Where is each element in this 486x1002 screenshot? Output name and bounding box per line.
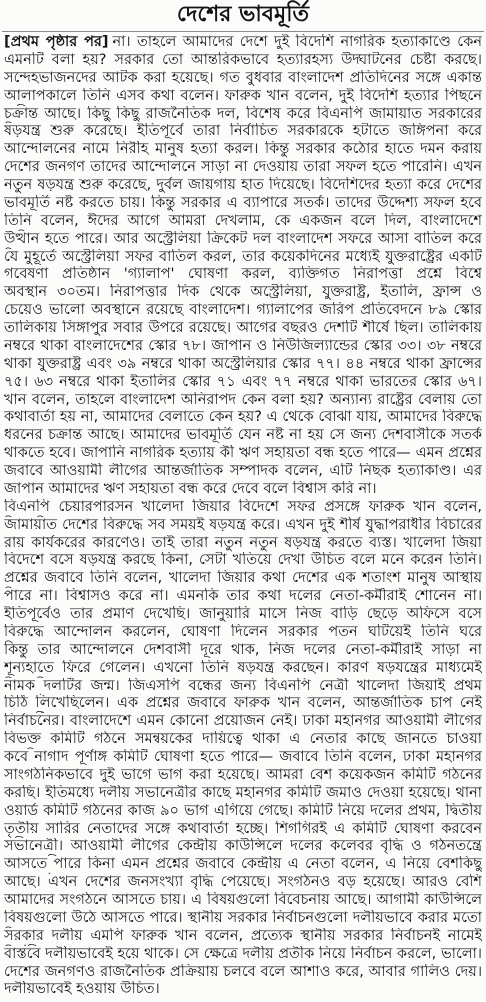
article-line: বিষয়গুলো উঠে আসতে পারে। স্থানীয় সরকার নির্বাচনগুলো দলীয়ভাবে করার মতো bbox=[4, 909, 482, 926]
article-line: নম্বরে থাকা বাংলাদেশের স্কোর ৭৮। জাপান ও নিউজিল্যান্ডের স্কোর ৩৩। ৩৮ নম্বরে bbox=[4, 337, 482, 354]
article-line: তৃতীয় সারির নেতাদের সঙ্গে কথাবার্তা হচ্ছে। শিগগিরই এ কমিটি ঘোষণা করবেন bbox=[4, 820, 482, 837]
article-line: সভানেত্রী। আওয়ামী লীগের কেন্দ্রীয় কাউন্সিলে দলের কলেবর বৃদ্ধি ও গঠনতন্ত্রে bbox=[4, 838, 482, 855]
article-line: আন্দোলনের নামে নিরীহ মানুষ হত্যা করল। কিন্তু সরকার কঠোর হাতে দমন করায় bbox=[4, 141, 482, 158]
article-line: সরকার দলীয় এমপি ফারুক খান বলেন, প্রত্যেক স্থানীয় সরকার নির্বাচনই নামেই bbox=[4, 927, 482, 944]
article-line: জবাবে আওয়ামী লীগের আন্তর্জাতিক সম্পাদক বলেন, এটি নিছক হত্যাকাণ্ড। এর bbox=[4, 463, 482, 479]
continuation-label: [প্রথম পৃষ্ঠার পর] bbox=[4, 34, 109, 50]
article-line: কিন্তু তার আন্দোলনে দেশবাসী দূরে থাক, নিজ দলের নেতা-কর্মীরাই সাড়া না bbox=[4, 641, 482, 658]
article-line: চেয়েও ভালো অবস্থানে রয়েছে বাংলাদেশ। গ্যালাপের জরিপ প্রতিবেদনে ৮৯ স্কোর bbox=[4, 302, 482, 319]
article-line: তিনি বলেন, ঈদের আগে আমরা দেখলাম, কে একজন বলে দিল, বাংলাদেশে bbox=[4, 212, 482, 229]
article-line: ধরনের চক্রান্ত আছে। আমাদের ভাবমূর্তি যেন নষ্ট না হয় সে জন্য দেশবাসীকে সতর্ক bbox=[4, 427, 482, 444]
article-line: শূন্যহাতে ফিরে গেলেন। এখনো তিনি ষড়যন্ত্র করছেন। কারণ ষড়যন্ত্রের মাধ্যমেই bbox=[4, 659, 482, 676]
article-line: চক্রান্ত আছে। কিছু কিছু রাজনৈতিক দল, বিশেষ করে বিএনপি জামায়াত সরকারের bbox=[4, 105, 482, 122]
article-line: উত্থান হতে পারে। আর অস্ট্রেলিয়া ক্রিকেট দল বাংলাদেশ সফরে আসা বাতিল করে bbox=[4, 230, 482, 247]
article-line: ভাবমূর্তি নষ্ট করতে চায়। কিন্তু সরকার এ ব্যাপারে সতর্ক। তাদের উদ্দেশ্য সফল হবে bbox=[4, 194, 482, 211]
article-line: যে মুহূর্তে অস্ট্রেলিয়া সফর বাতিল করল, তার কয়েকদিনের মধ্যেই যুক্তরাষ্ট্রের একটি bbox=[4, 248, 482, 265]
article-line: থাকা যুক্তরাষ্ট্র এবং ৩৯ নম্বরে থাকা অস্ট্রেলিয়ার স্কোর ৭৭। ৪৪ নম্বরে থাকা ফ্রান্সের bbox=[4, 355, 482, 372]
article-line: দেশের জনগণ তাদের আন্দোলনে সাড়া না দেওয়ায় তারা সফল হতে পারেনি। এখন bbox=[4, 159, 482, 176]
article-line: রায় কার্যকরের কারণেও। তাই তারা নতুন নতুন ষড়যন্ত্র করতে ব্যস্ত। খালেদা জিয়া bbox=[4, 534, 482, 551]
article-line: নির্বাচনের। বাংলাদেশে এমন কোনো প্রয়োজন নেই। ঢাকা মহানগর আওয়ামী লীগের bbox=[4, 713, 482, 730]
article-line: পারে না। বিশ্বাসও করে না। এমনকি তার কথা দলের নেতা-কর্মীরাই শোনেন না। bbox=[4, 588, 482, 605]
article-line: করছি। ইতিমধ্যে দলীয় সভানেত্রীর কাছে মহানগর কমিটি জমাও দেওয়া হয়েছে। থানা bbox=[4, 784, 482, 801]
article-line bbox=[4, 34, 482, 52]
article-title: দেশের ভাবমূর্তি bbox=[176, 2, 310, 27]
article-line: আমাদের সংগঠনে আসতে চায়। এ বিষয়গুলো বিবেচনায় আছে। আগামী কাউন্সিলে bbox=[4, 892, 482, 908]
article-line: খান বলেন, তাহলে বাংলাদেশ অনিরাপদ কেন বলা হয়? অন্যান্য রাষ্ট্রের বেলায় তো bbox=[4, 391, 482, 408]
article-line: বিভক্ত কমিটি গঠনে সমন্বয়কের দায়িত্বে থাকা এ নেতার কাছে জানতে চাওয়া bbox=[4, 731, 482, 748]
article-line: আলাপকালে তিনি এসব কথা বলেন। ফারুক খান বলেন, দুই বিদেশি হত্যার পিছনে bbox=[4, 87, 482, 104]
article-line: ওয়ার্ড কমিটি গঠনের কাজ ৯০ ভাগ এগিয়ে গেছে। কমিটি নিয়ে দলের প্রথম, দ্বিতীয় bbox=[4, 802, 482, 819]
article-line: ইতিপূর্বেও তার প্রমাণ দেখেছি। জানুয়ারি মাসে নিজ বাড়ি ছেড়ে অফিসে বসে bbox=[4, 606, 482, 622]
article-line: ষড়যন্ত্র শুরু করেছে। ইতিপূর্বে তারা নির্বাচিত সরকারকে হটাতে জঙ্গিপনা করে bbox=[4, 123, 482, 140]
article-line-text: না। তাহলে আমাদের দেশে দুই বিদেশি নাগরিক হত্যাকাণ্ডে কেন bbox=[112, 34, 482, 50]
article-line: জামায়াত দেশের বিরুদ্ধে সব সময়ই ষড়যন্ত্র করে। এখন দুই শীর্ষ যুদ্ধাপরাধীর বিচারের bbox=[4, 516, 482, 533]
article-line: অবস্থান ৩০তম। নিরাপত্তার দিক থেকে অস্ট্রেলিয়া, যুক্তরাষ্ট্র, ইতালি, ফ্রান্স ও bbox=[4, 284, 482, 301]
title-divider bbox=[2, 31, 484, 32]
article-line: আসতে পারে কিনা এমন প্রশ্নের জবাবে কেন্দ্রীয় এ নেতা বলেন, এ নিয়ে বেশকিছু bbox=[4, 856, 482, 873]
article-line: নতুন ষড়যন্ত্র শুরু করেছে, দুর্বল জায়গায় হাত দিয়েছে। বিদেশিদের হত্যা করে দেশের bbox=[4, 177, 482, 193]
article-line: তালিকায় সিঙ্গাপুর সবার উপরে রয়েছে। আগের বছরও দেশটি শীর্ষে ছিল। তালিকায় bbox=[4, 320, 482, 336]
article-line: আছে। এখন দেশের জনসংখ্যা বৃদ্ধি পেয়েছে। সংগঠনও বড় হয়েছে। আরও বেশি bbox=[4, 874, 482, 891]
article-line: সাংগঠনিকভাবে দুই ভাগে ভাগ করা হয়েছে। আমরা বেশ কয়েকজন কমিটি গঠনের bbox=[4, 766, 482, 783]
article-line: গবেষণা প্রতিষ্ঠান 'গ্যালাপ' ঘোষণা করল, ব্যক্তিগত নিরাপত্তা প্রশ্নে বিশ্বে bbox=[4, 266, 482, 283]
article-line: বিএনপি চেয়ারপারসন খালেদা জিয়ার বিদেশে সফর প্রসঙ্গে ফারুক খান বলেন, bbox=[4, 498, 482, 515]
article-line: সন্দেহভাজনদের আটক করা হয়েছে। গত বুধবার বাংলাদেশ প্রতিদিনের সঙ্গে একান্ত bbox=[4, 69, 482, 86]
article-line: থাকতে হবে। জাপানি নাগরিক হত্যায় কী ঋণ সহায়তা বন্ধ হতে পারে— এমন প্রশ্নের bbox=[4, 445, 482, 462]
article-body bbox=[4, 34, 482, 999]
article-line: দলীয়ভাবেই হওয়ায় উচিত। bbox=[4, 981, 160, 998]
article-line: এমনটি বলা হয়? সরকার তো আন্তরিকভাবে হত্যারহস্য উদ্ঘাটনের চেষ্টা করছে। bbox=[4, 51, 482, 68]
article-line: কবে নাগাদ পূর্ণাঙ্গ কমিটি ঘোষণা হতে পারে— জবাবে তিনি বলেন, ঢাকা মহানগর bbox=[4, 749, 482, 765]
article-line: প্রশ্নের জবাবে তিনি বলেন, খালেদা জিয়ার কথা দেশের এক শতাংশ মানুষ আস্থায় bbox=[4, 570, 482, 587]
article-line: চিঠি লিখেছিলেন। এক প্রশ্নের জবাবে ফারুক খান বলেন, আন্তর্জাতিক চাপ নেই bbox=[4, 695, 482, 712]
article-line: নামক দলটির জন্ম। জিএসপি বন্ধের জন্য বিএনপি নেত্রী খালেদা জিয়াই প্রথম bbox=[4, 677, 482, 694]
article-line: বাস্তবে দলীয়ভাবেই হয়ে থাকে। সে ক্ষেত্রে দলীয় প্রতীক নিয়ে নির্বাচন করলে, ভালো। bbox=[4, 945, 482, 962]
article-line: কথাবার্তা হয় না, আমাদের বেলাতে কেন হয়? এ থেকে বোঝা যায়, আমাদের বিরুদ্ধে bbox=[4, 409, 482, 426]
article-line: ৭৫। ৬৩ নম্বরে থাকা ইতালির স্কোর ৭১ এবং ৭৭ নম্বরে থাকা ভারতের স্কোর ৬৭। bbox=[4, 373, 482, 390]
article-line: জাপান আমাদের ঋণ সহায়তা বন্ধ করে দেবে বলে বিশ্বাস করি না। bbox=[4, 480, 377, 497]
article-line: দেশের জনগণও রাজনৈতিক প্রক্রিয়ায় চলবে বলে আশাও করে, আবার গালিও দেয়। bbox=[4, 963, 482, 980]
article-line: বিদেশে বসে ষড়যন্ত্র করছে কিনা, সেটা খতিয়ে দেখা উচিত বলে মনে করেন তিনি। bbox=[4, 552, 482, 569]
article-line: বিরুদ্ধে আন্দোলন করলেন, ঘোষণা দিলেন সরকার পতন ঘটিয়েই তিনি ঘরে bbox=[4, 623, 482, 640]
